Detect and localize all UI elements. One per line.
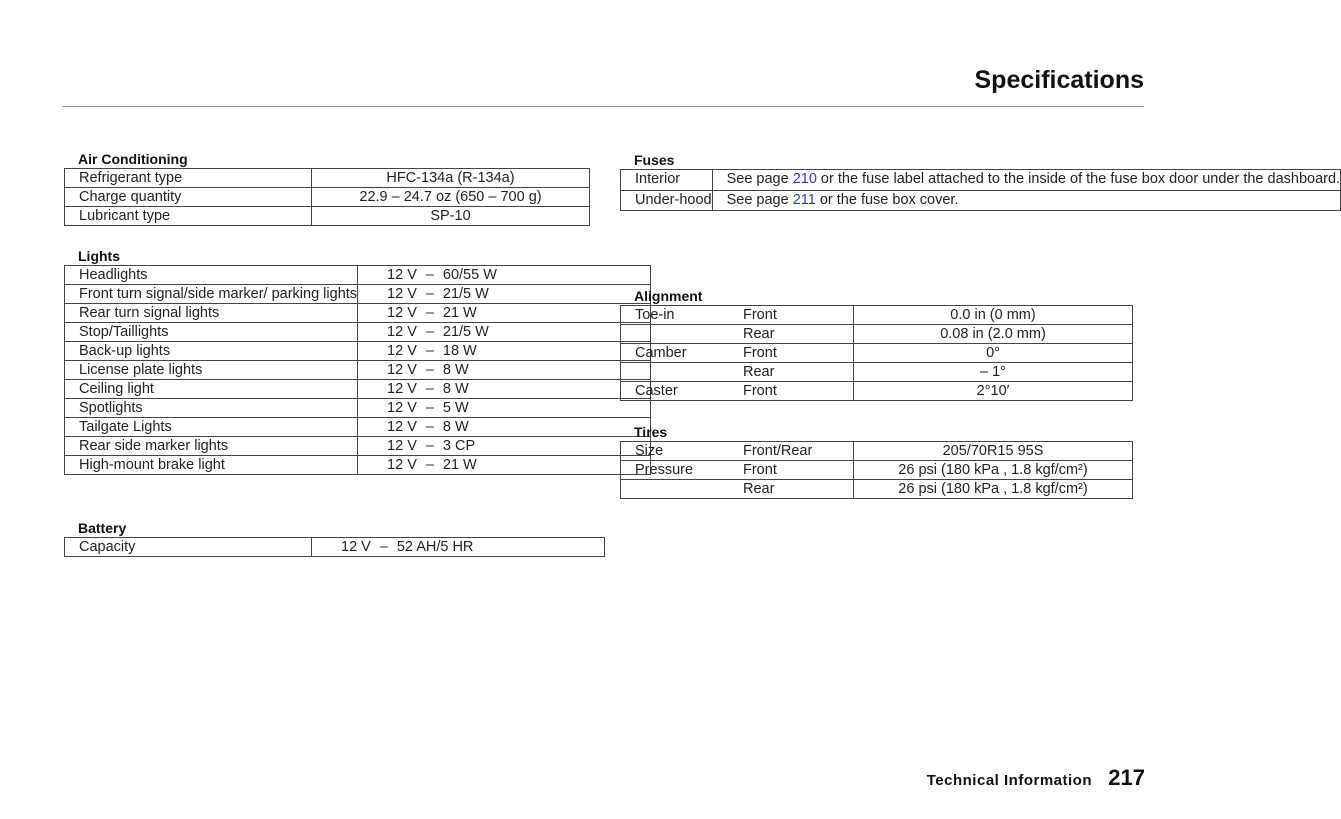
dash-separator: – (425, 400, 434, 416)
voltage: 12 V (387, 438, 417, 454)
dash-separator: – (425, 419, 434, 435)
spec-label: Ceiling light (65, 380, 358, 399)
spec-position: Rear (729, 480, 854, 499)
table-row (621, 442, 1133, 461)
table-row (621, 170, 1341, 191)
voltage: 12 V (387, 400, 417, 416)
fuse-description (712, 190, 1341, 211)
wattage: 8 W (442, 381, 469, 397)
fuse-text: See page (726, 171, 793, 187)
spec-label: Refrigerant type (65, 169, 312, 188)
wattage: 21 W (442, 305, 477, 321)
table-row (65, 399, 651, 418)
spec-item: Pressure (621, 461, 730, 480)
fuses-table (620, 169, 1341, 211)
section-heading: Tires (634, 424, 668, 440)
spec-item: Caster (621, 382, 730, 401)
spec-label: License plate lights (65, 361, 358, 380)
spec-label: Lubricant type (65, 207, 312, 226)
voltage: 12 V (387, 457, 417, 473)
fuse-text: See page (726, 191, 793, 208)
footer-section-label: Technical Information (926, 772, 1092, 789)
voltage: 12 V (387, 267, 417, 283)
spec-value: 0.08 in (2.0 mm) (854, 325, 1133, 344)
table-row (65, 538, 605, 557)
table-row (621, 461, 1133, 480)
dash-separator: – (425, 438, 434, 454)
spec-item: Size (621, 442, 730, 461)
spec-value: 2°10′ (854, 382, 1133, 401)
spec-label: Back-up lights (65, 342, 358, 361)
spec-value: 26 psi (180 kPa , 1.8 kgf/cm²) (854, 480, 1133, 499)
spec-position: Rear (729, 363, 854, 382)
table-row (621, 325, 1133, 344)
spec-position: Front (729, 461, 854, 480)
spec-value (358, 266, 651, 285)
table-row (65, 323, 651, 342)
fuse-text: or the fuse label attached to the inside of the fuse box door under the dashboard. (816, 171, 1341, 187)
spec-value (358, 456, 651, 475)
voltage: 12 V (387, 305, 417, 321)
spec-value (358, 361, 651, 380)
spec-label: Capacity (65, 538, 312, 557)
spec-value (358, 380, 651, 399)
spec-value: – 1° (854, 363, 1133, 382)
section-heading: Alignment (634, 288, 703, 304)
spec-value: 22.9 – 24.7 oz (650 – 700 g) (312, 188, 590, 207)
voltage: 12 V (387, 343, 417, 359)
fuse-description (712, 170, 1341, 191)
wattage: 3 CP (442, 438, 476, 454)
wattage: 8 W (442, 419, 469, 435)
spec-label: Front turn signal/side marker/ parking lights (65, 285, 358, 304)
spec-value (358, 342, 651, 361)
spec-label: Rear side marker lights (65, 437, 358, 456)
spec-item: Camber (621, 344, 730, 363)
lights-section (64, 247, 651, 475)
dash-separator: – (425, 343, 434, 359)
fuses-section (620, 151, 1341, 211)
table-row (65, 437, 651, 456)
page-title: Specifications (974, 66, 1144, 94)
spec-value (358, 399, 651, 418)
dash-separator: – (425, 381, 434, 397)
wattage: 18 W (442, 343, 477, 359)
spec-position: Front/Rear (729, 442, 854, 461)
voltage: 12 V (387, 419, 417, 435)
table-row (621, 344, 1133, 363)
spec-item: Toe-in (621, 306, 730, 325)
section-heading: Battery (78, 520, 127, 536)
table-row (65, 304, 651, 323)
table-row (65, 418, 651, 437)
table-row (65, 361, 651, 380)
wattage: 8 W (442, 362, 469, 378)
spec-position: Front (729, 306, 854, 325)
spec-value (358, 323, 651, 342)
table-row (621, 363, 1133, 382)
dash-separator: – (425, 286, 434, 302)
spec-label: High-mount brake light (65, 456, 358, 475)
table-row (65, 207, 590, 226)
voltage: 12 V (387, 324, 417, 340)
spec-value (358, 304, 651, 323)
dash-separator: – (425, 362, 434, 378)
wattage: 21/5 W (442, 286, 489, 302)
spec-value: 26 psi (180 kPa , 1.8 kgf/cm²) (854, 461, 1133, 480)
spec-item (621, 363, 730, 382)
spec-label: Rear turn signal lights (65, 304, 358, 323)
table-row (621, 190, 1341, 211)
spec-label: Charge quantity (65, 188, 312, 207)
wattage: 60/55 W (442, 267, 497, 283)
spec-value (312, 538, 605, 557)
title-rule (62, 106, 1144, 107)
fuse-location: Under-hood (621, 190, 713, 211)
table-row (65, 285, 651, 304)
tires-table (620, 441, 1133, 499)
voltage: 12 V (341, 539, 371, 555)
alignment-table (620, 305, 1133, 401)
spec-label: Headlights (65, 266, 358, 285)
spec-position: Front (729, 344, 854, 363)
page-link[interactable]: 210 (792, 171, 817, 187)
spec-label: Spotlights (65, 399, 358, 418)
spec-value: HFC-134a (R-134a) (312, 169, 590, 188)
battery-section (64, 519, 605, 557)
voltage: 12 V (387, 286, 417, 302)
page-number: 217 (1108, 765, 1145, 790)
table-row (65, 188, 590, 207)
dash-separator: – (379, 539, 388, 555)
dash-separator: – (425, 305, 434, 321)
spec-position: Rear (729, 325, 854, 344)
battery-table (64, 537, 605, 557)
table-row (65, 342, 651, 361)
table-row (621, 306, 1133, 325)
wattage: 5 W (442, 400, 469, 416)
lights-table (64, 265, 651, 475)
spec-item (621, 325, 730, 344)
spec-value: SP-10 (312, 207, 590, 226)
spec-value (358, 285, 651, 304)
table-row (65, 266, 651, 285)
spec-position: Front (729, 382, 854, 401)
tires-section (620, 423, 1133, 499)
voltage: 12 V (387, 362, 417, 378)
wattage: 21/5 W (442, 324, 489, 340)
dash-separator: – (425, 267, 434, 283)
spec-item (621, 480, 730, 499)
wattage: 52 AH/5 HR (396, 539, 474, 555)
fuse-location: Interior (621, 170, 713, 191)
dash-separator: – (425, 457, 434, 473)
spec-value (358, 437, 651, 456)
spec-value: 0.0 in (0 mm) (854, 306, 1133, 325)
table-row (621, 480, 1133, 499)
table-row (65, 169, 590, 188)
spec-value: 0° (854, 344, 1133, 363)
spec-value (358, 418, 651, 437)
voltage: 12 V (387, 381, 417, 397)
air-conditioning-section (64, 150, 590, 226)
air-conditioning-table (64, 168, 590, 226)
wattage: 21 W (442, 457, 477, 473)
spec-label: Tailgate Lights (65, 418, 358, 437)
table-row (65, 380, 651, 399)
dash-separator: – (425, 324, 434, 340)
fuse-text: or the fuse box cover. (815, 191, 959, 208)
table-row (621, 382, 1133, 401)
section-heading: Air Conditioning (78, 151, 188, 167)
alignment-section (620, 287, 1133, 401)
spec-label: Stop/Taillights (65, 323, 358, 342)
page-link[interactable]: 211 (792, 191, 816, 208)
table-row (65, 456, 651, 475)
section-heading: Fuses (634, 152, 675, 168)
section-heading: Lights (78, 248, 120, 264)
spec-value: 205/70R15 95S (854, 442, 1133, 461)
